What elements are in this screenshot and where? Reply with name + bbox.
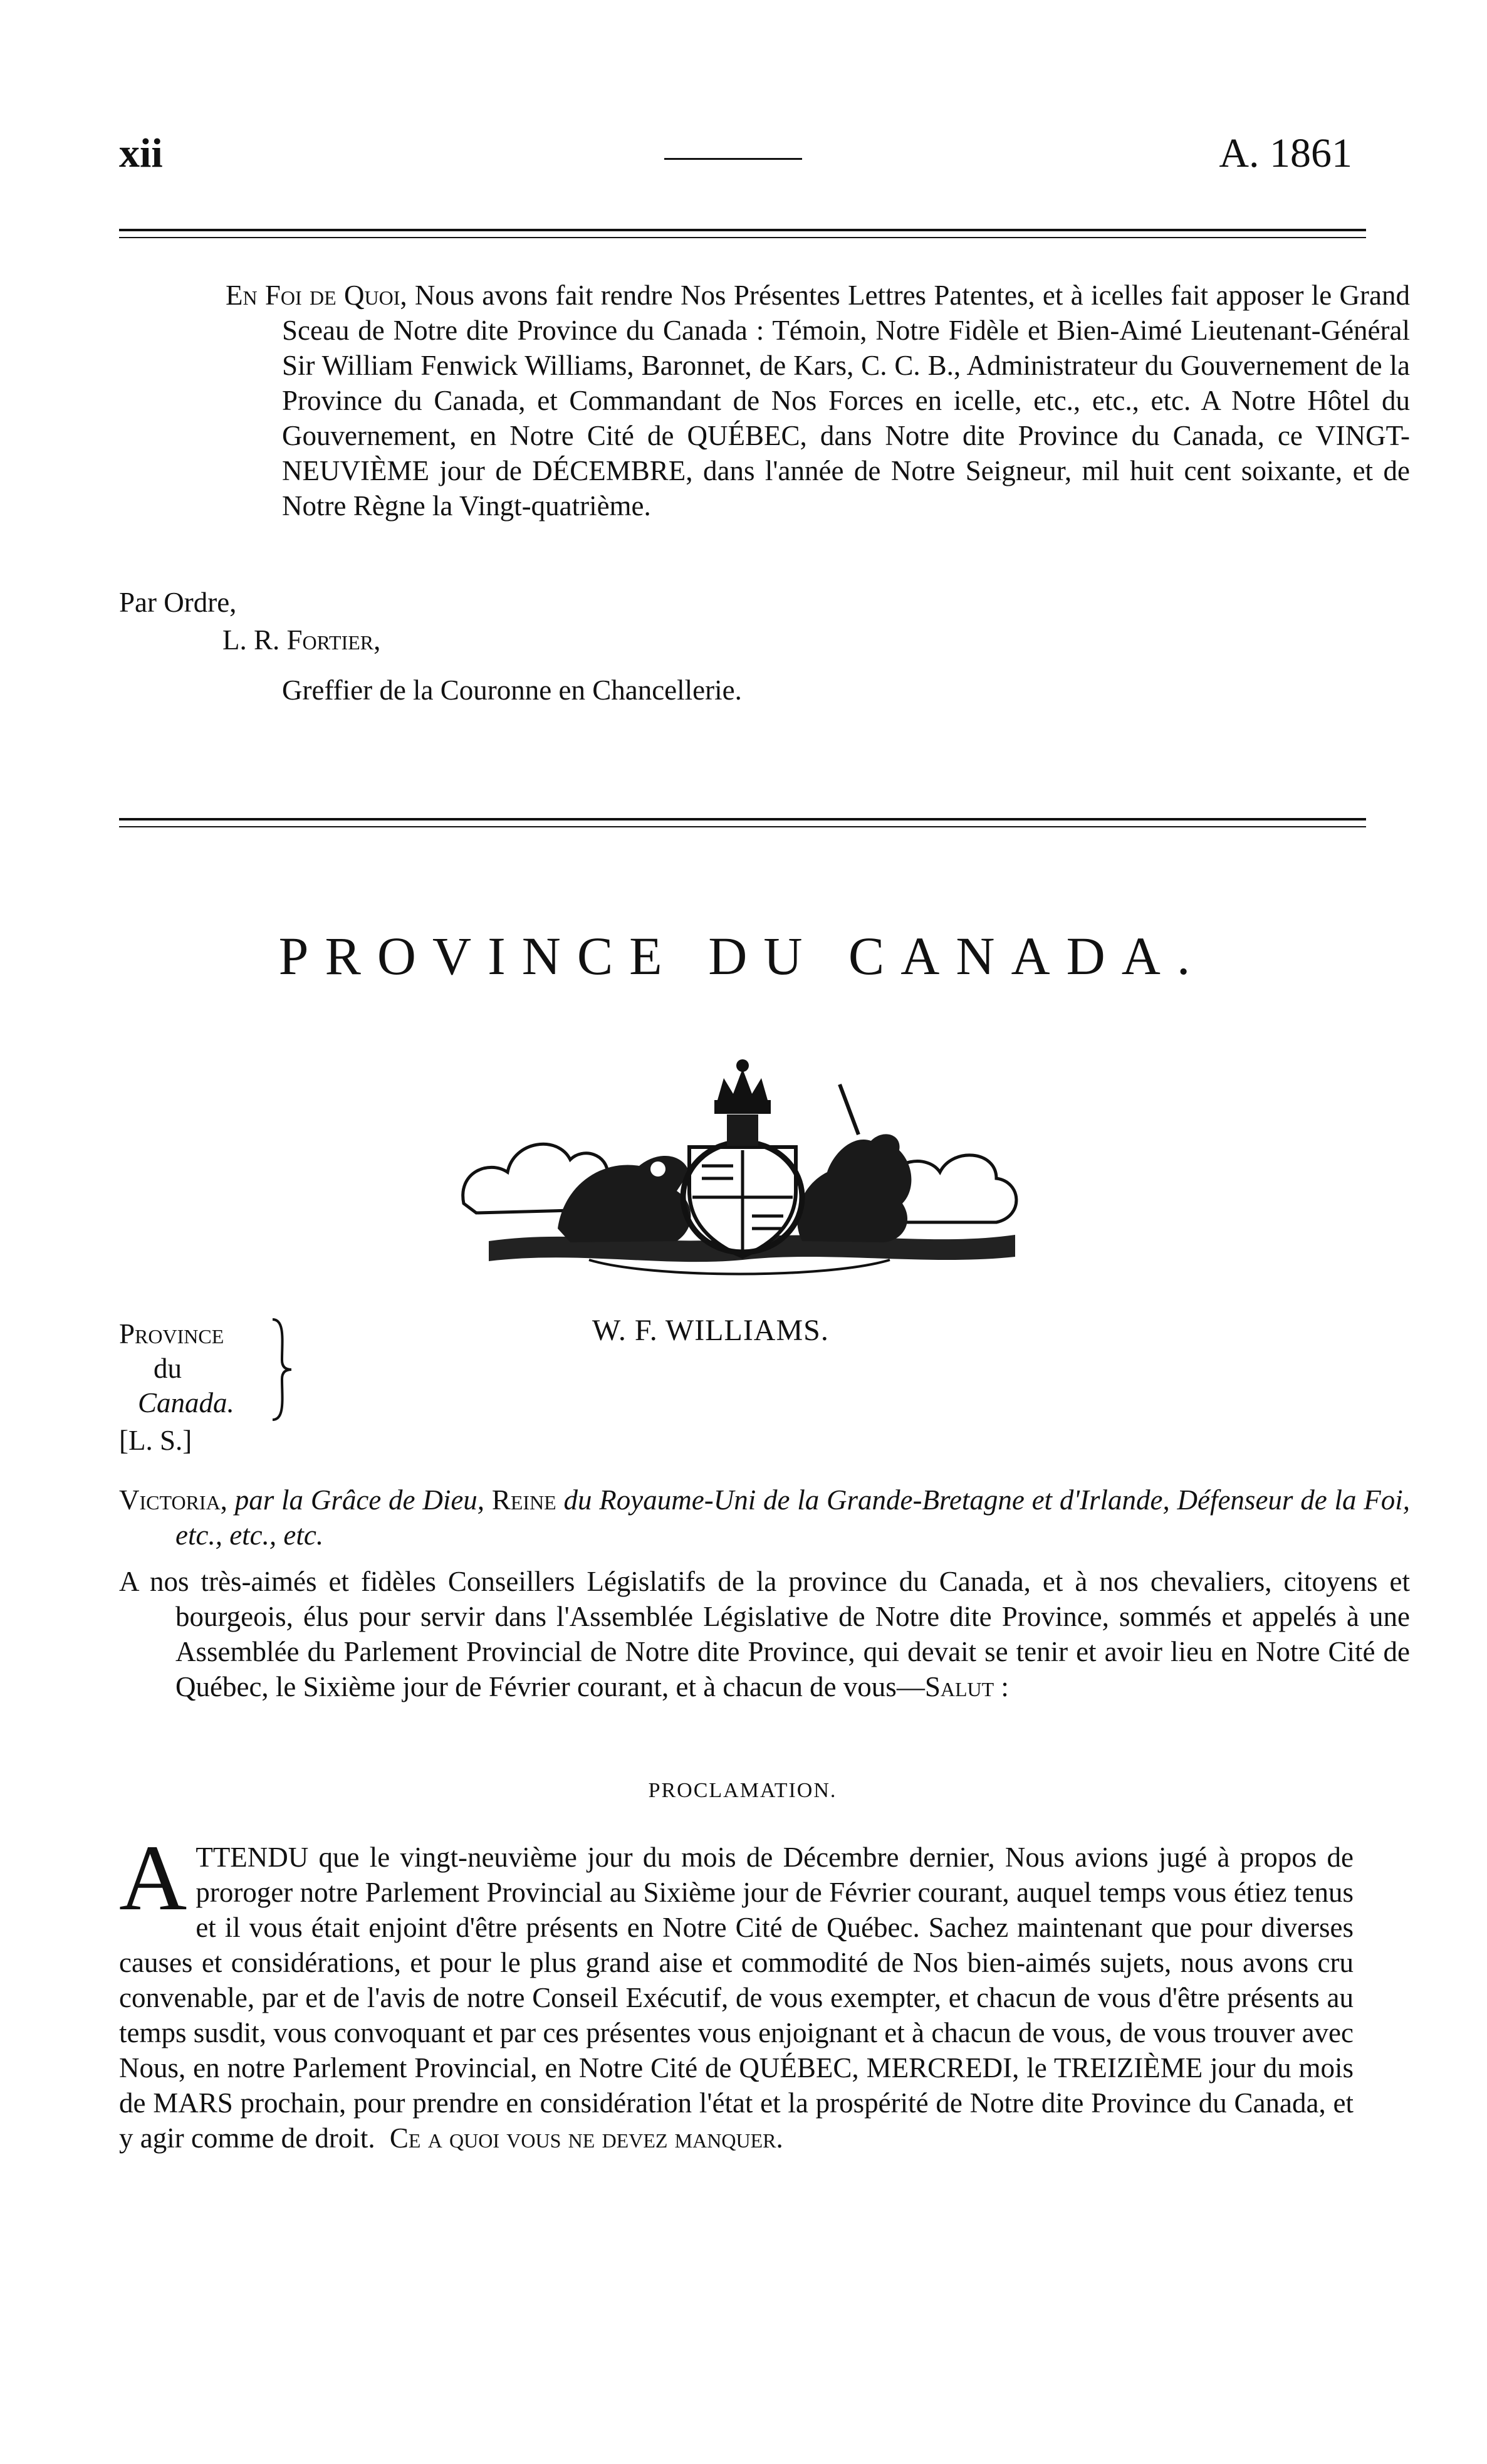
section-rule-top bbox=[119, 818, 1366, 820]
margin-du: du bbox=[154, 1353, 182, 1384]
proclamation-closing: Ce a quoi vous ne devez manquer. bbox=[389, 2122, 783, 2154]
address-end: : bbox=[994, 1671, 1009, 1702]
proclamation-paragraph bbox=[119, 1826, 1354, 2156]
greffier-title: Greffier de la Couronne en Chancellerie. bbox=[282, 674, 742, 706]
fortier-name: L. R. Fortier, bbox=[222, 624, 381, 656]
victoria-name: Victoria, bbox=[119, 1484, 227, 1516]
header-rule-top bbox=[119, 229, 1366, 231]
signatory-name: W. F. WILLIAMS. bbox=[592, 1314, 829, 1347]
proclamation-dropcap: A bbox=[119, 1826, 187, 1930]
seal-ls: [L. S.] bbox=[119, 1425, 192, 1456]
attestation-lead: En Foi de Quoi, bbox=[226, 280, 407, 311]
header-year: A. 1861 bbox=[1219, 130, 1352, 176]
par-ordre: Par Ordre, bbox=[119, 587, 237, 618]
attestation-text: Nous avons fait rendre Nos Présentes Lettres Patentes, et à icelles fait apposer le Grand Sceau de Notre dite Province du Canada : Témoin, Notre Fidèle et Bien-Aimé Lieutenant-Général Sir William Fenwick Williams, Baronnet, de Kars, C. C. B., Administrateur du Gouvernement de la Province du Canada, et Commandant de Nos Forces en icelle, etc., etc., etc. A Notre Hôtel du Gouvernement, en Notre Cité de QUÉBEC, dans Notre dite Province du Canada, ce VINGT-NEUVIÈME jour de DÉCEMBRE, dans l'année de Notre Seigneur, mil huit cent soixante, et de Notre Règne la Vingt-quatrième. bbox=[282, 280, 1410, 522]
margin-brace bbox=[269, 1316, 295, 1426]
province-title: PROVINCE DU CANADA. bbox=[278, 926, 1207, 986]
attestation-paragraph bbox=[226, 278, 1410, 523]
proclamation-text: TTENDU que le vingt-neuvième jour du mois de Décembre dernier, Nous avions jugé à propos de proroger notre Parlement Provincial au Sixième jour de Février courant, auquel temps vous étiez tenus et il vous était enjoint d'être présents en Notre Cité de Québec. Sachez maintenant que pour diverses causes et considérations, et pour le plus grand aise et commodité de Nos bien-aimés sujets, nous avons cru convenable, par et de l'avis de notre Conseil Exécutif, de vous exempter, et chacun de vous d'être présents au temps susdit, vous convoquant et par ces présentes vous enjoignant et à chacun de vous, de vous trouver avec Nous, en notre Parlement Provincial, en Notre Cité de QUÉBEC, MERCREDI, le TREIZIÈME jour du mois de MARS prochain, pour prendre en considération l'état et la prospérité de Notre dite Province du Canada, et y agir comme de droit. bbox=[119, 1842, 1354, 2154]
victoria-grace: par la Grâce de Dieu, bbox=[227, 1484, 492, 1516]
address-salut: Salut bbox=[924, 1671, 994, 1702]
section-rule-bottom bbox=[119, 826, 1366, 827]
page-number: xii bbox=[119, 130, 163, 176]
margin-province: Province bbox=[119, 1318, 224, 1350]
victoria-reine: Reine bbox=[491, 1484, 556, 1516]
header-rule-bottom bbox=[119, 237, 1366, 238]
victoria-realms: du Royaume-Uni de la Grande-Bretagne et d'Irlande, Défenseur de la Foi, etc., etc., etc. bbox=[175, 1484, 1411, 1551]
proclamation-heading: PROCLAMATION. bbox=[648, 1779, 837, 1802]
header-dash bbox=[664, 158, 802, 160]
royal-coat-of-arms-icon bbox=[451, 1041, 1034, 1279]
victoria-intitulation bbox=[119, 1482, 1410, 1553]
address-paragraph bbox=[119, 1564, 1410, 1704]
address-text: A nos très-aimés et fidèles Conseillers Législatifs de la province du Canada, et à nos chevaliers, citoyens et bourgeois, élus pour servir dans l'Assemblée Législative de Notre dite Province, sommés et appelés à une Assemblée du Parlement Provincial de Notre dite Province, qui devait se tenir et avoir lieu en Notre Cité de Québec, le Sixième jour de Février courant, et à chacun de vous— bbox=[119, 1566, 1410, 1702]
margin-canada: Canada. bbox=[138, 1387, 234, 1418]
